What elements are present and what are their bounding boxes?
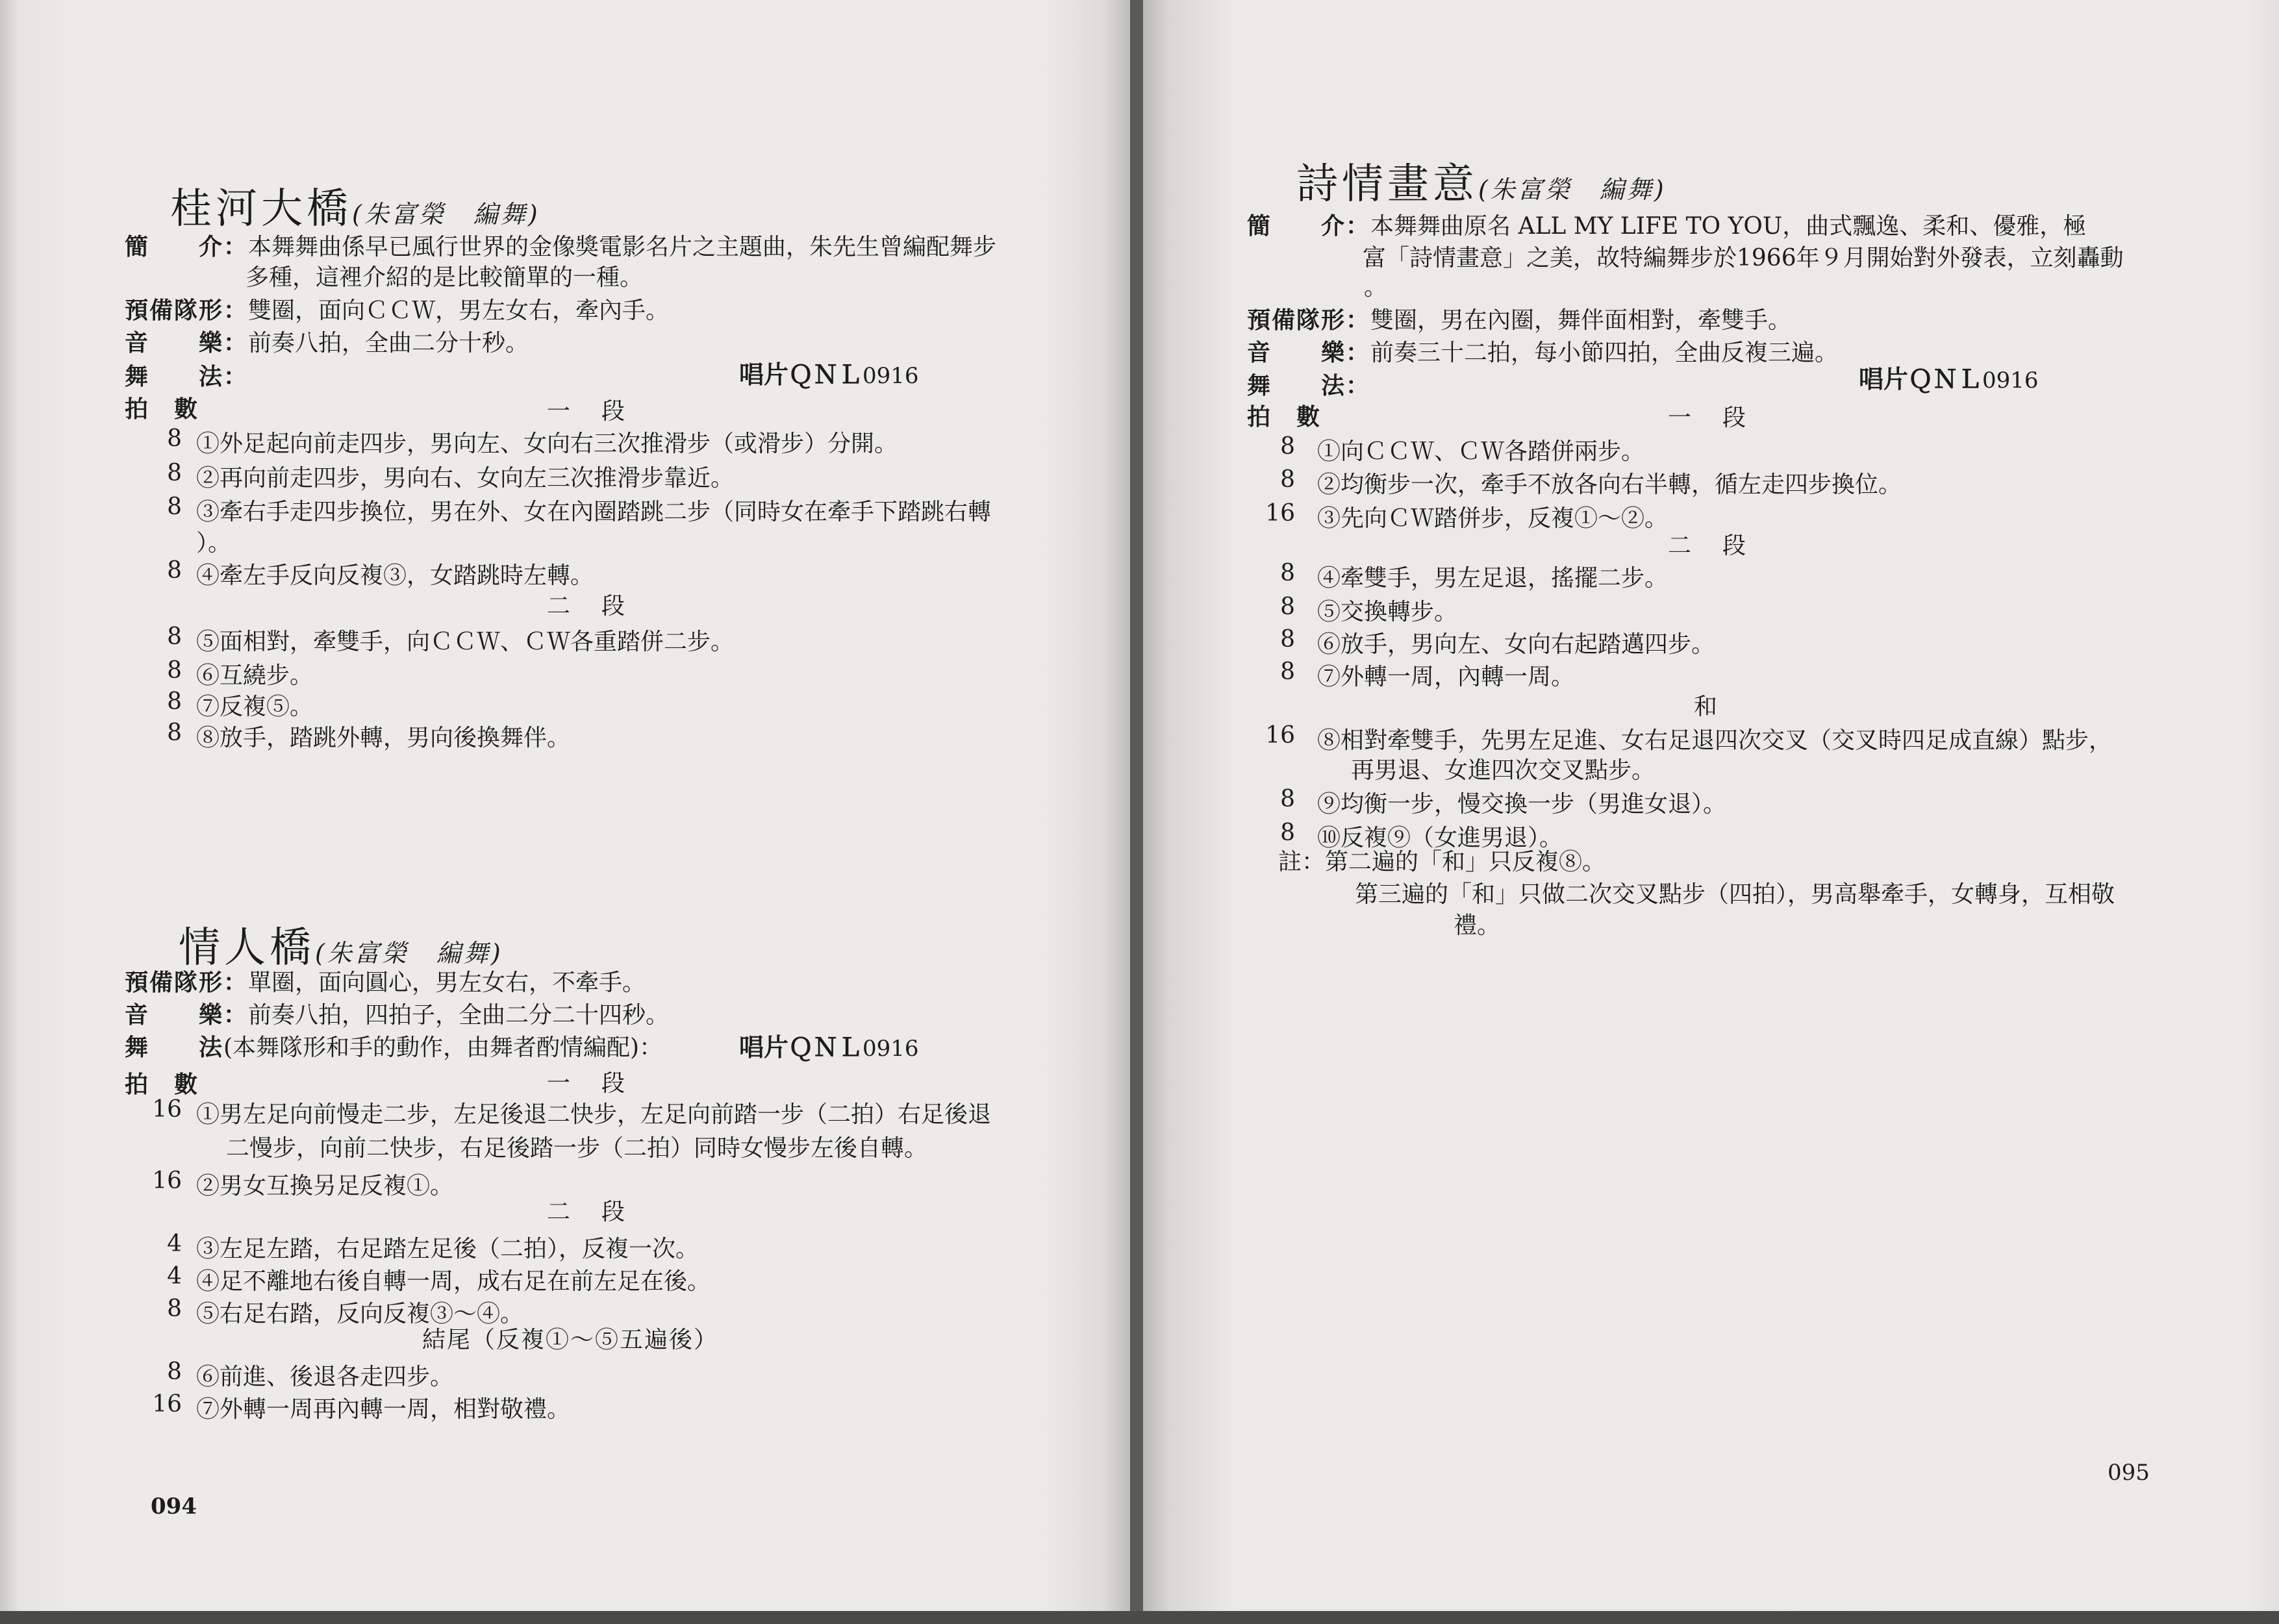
- record-num: 0916: [1982, 368, 2039, 394]
- step-text: ）。: [196, 530, 232, 556]
- formation-row: [1247, 308, 1791, 332]
- section-heading: 二 段: [547, 1199, 629, 1225]
- step-beats: 16: [1265, 500, 1295, 527]
- step-text: ⑧相對牽雙手，先男左足進、女右足退四次交叉（交叉時四足成直線）點步，: [1317, 727, 2113, 754]
- step-beats: 8: [167, 1358, 182, 1385]
- section-heading: 一 段: [1668, 405, 1750, 431]
- note-row: [1278, 851, 1605, 874]
- left-page: [0, 0, 1130, 1624]
- note-row-2: [1355, 883, 2115, 906]
- beats-header: [125, 1073, 199, 1097]
- beats-label: 拍 數: [125, 395, 199, 423]
- dance-title-3: [1296, 151, 1667, 210]
- music-text: 前奏八拍，四拍子，全曲二分二十四秒。: [248, 1002, 670, 1029]
- beats-header: [125, 397, 199, 421]
- intro-row: [1247, 214, 2086, 238]
- music-row: [125, 1003, 669, 1027]
- intro-row-3: [1364, 276, 1387, 299]
- step-text: ⑥前進、後退各走四步。: [196, 1364, 454, 1390]
- method-label: 舞 法：: [125, 363, 249, 390]
- music-text: 前奏三十二拍，每小節四拍，全曲反複三遍。: [1370, 340, 1839, 366]
- book-gutter: [1130, 0, 1143, 1624]
- beats-label: 拍 數: [125, 1071, 199, 1098]
- note-text-3: 禮。: [1454, 912, 1501, 939]
- right-page: [1143, 0, 2279, 1624]
- step-text: 再男退、女進四次交叉點步。: [1351, 757, 1656, 784]
- note-row-3: [1454, 914, 1500, 938]
- record-num: 0916: [862, 363, 919, 389]
- intro-label: 簡 介：: [1247, 212, 1371, 240]
- step-beats: 8: [167, 688, 182, 715]
- step-text: ③左足左踏，右足踏左足後（二拍），反複一次。: [196, 1236, 699, 1262]
- step-beats: 8: [167, 460, 182, 486]
- intro-text-3: 。: [1364, 274, 1388, 301]
- step-text: ①外足起向前走四步，男向左、女向右三次推滑步（或滑步）分開。: [196, 431, 898, 457]
- note-text-2: 第三遍的「和」只做二次交叉點步（四拍），男高舉牽手，女轉身，互相敬: [1355, 881, 2115, 908]
- step-text: ②均衡步一次，牽手不放各向右半轉，循左走四步換位。: [1317, 471, 1902, 498]
- step-beats: 8: [167, 719, 182, 746]
- step-beats: 16: [152, 1391, 182, 1418]
- record-prefix: 唱片ＱＮＬ: [739, 1032, 863, 1062]
- step-text: ④牽雙手，男左足退，搖擺二步。: [1317, 565, 1668, 592]
- intro-text-2: 富「詩情畫意」之美，故特編舞步於1966年９月開始對外發表，立刻轟動: [1363, 245, 2124, 271]
- dance-author: (朱富榮 編舞): [352, 200, 540, 229]
- step-text: ④牽左手反向反複③，女踏跳時左轉。: [196, 562, 594, 589]
- step-text: ⑦反複⑤。: [196, 693, 314, 720]
- scan-edge-bottom: [0, 1611, 2279, 1624]
- step-beats: 8: [1280, 593, 1295, 620]
- page-number: 094: [151, 1493, 197, 1519]
- step-beats: 16: [152, 1168, 182, 1194]
- intro-row-2: [1363, 247, 2124, 270]
- formation-label: 預備隊形：: [1247, 306, 1371, 334]
- step-text: ⑥互繞步。: [196, 662, 314, 689]
- step-beats: 4: [167, 1263, 182, 1290]
- record-num: 0916: [862, 1036, 919, 1062]
- step-beats: 8: [1280, 433, 1295, 460]
- step-beats: 8: [167, 657, 182, 684]
- step-text: ①向ＣＣＷ、ＣＷ各踏併兩步。: [1317, 438, 1645, 465]
- step-text: ③牽右手走四步換位，男在外、女在內圈踏跳二步（同時女在牽手下踏跳右轉: [196, 499, 992, 525]
- note-label: 註：: [1278, 849, 1326, 875]
- step-text: ④足不離地右後自轉一周，成右足在前左足在後。: [196, 1268, 711, 1295]
- step-text: ②男女互換另足反複①。: [196, 1173, 454, 1199]
- section-heading: 二 段: [547, 593, 629, 619]
- step-text: ⑤交換轉步。: [1317, 599, 1458, 625]
- step-text: ⑦外轉一周再內轉一周，相對敬禮。: [196, 1396, 571, 1423]
- music-row: [125, 331, 529, 355]
- step-beats: 8: [1280, 626, 1295, 653]
- record-prefix: 唱片ＱＮＬ: [739, 360, 863, 389]
- step-text: ⑦外轉一周，內轉一周。: [1317, 664, 1575, 690]
- intro-row-2: [246, 266, 643, 290]
- step-beats: 8: [1280, 819, 1295, 846]
- step-beats: 8: [167, 493, 182, 520]
- method-label: 舞 法: [125, 1034, 224, 1061]
- music-label: 音 樂：: [125, 329, 249, 356]
- step-text: ③先向ＣＷ踏併步，反複①～②。: [1317, 505, 1668, 532]
- formation-text: 單圈，面向圓心，男左女右，不牽手。: [248, 969, 646, 996]
- music-text: 前奏八拍，全曲二分十秒。: [248, 330, 529, 356]
- method-row: [1247, 374, 1370, 398]
- step-beats: 8: [167, 557, 182, 584]
- formation-row: [125, 971, 646, 995]
- step-beats: 16: [1265, 722, 1295, 749]
- music-label: 音 樂：: [125, 1001, 249, 1029]
- dance-title-text: 桂河大橋: [170, 185, 352, 233]
- ending-heading: 結尾（反複①～⑤五遍後）: [422, 1327, 719, 1353]
- dance-title-2: [179, 914, 503, 974]
- method-row: [125, 1036, 662, 1060]
- dance-title-text: 詩情畫意: [1296, 160, 1478, 208]
- method-label: 舞 法：: [1247, 372, 1371, 399]
- record-prefix: 唱片ＱＮＬ: [1859, 364, 1983, 394]
- step-text: ⑨均衡一步，慢交換一步（男進女退）。: [1317, 791, 1727, 818]
- step-text: ⑤面相對，牽雙手，向ＣＣＷ、ＣＷ各重踏併二步。: [196, 629, 735, 655]
- step-beats: 8: [167, 623, 182, 650]
- formation-label: 預備隊形：: [125, 969, 249, 996]
- step-beats: 8: [167, 425, 182, 452]
- record-number: [739, 1027, 919, 1063]
- step-beats: 8: [167, 1295, 182, 1322]
- dance-title-text: 情人橋: [179, 924, 315, 972]
- section-heading: 一 段: [547, 398, 629, 425]
- beats-header: [1247, 405, 1321, 429]
- intro-text-2: 多種，這裡介紹的是比較簡單的一種。: [246, 264, 644, 291]
- step-beats: 8: [1280, 466, 1295, 493]
- intro-row: [125, 235, 996, 259]
- intro-text: 本舞舞曲原名 ALL MY LIFE TO YOU，曲式飄逸、柔和、優雅，極: [1370, 213, 2087, 240]
- dance-title-1: [170, 175, 540, 235]
- note-text: 第二遍的「和」只反複⑧。: [1325, 849, 1606, 875]
- method-note: (本舞隊形和手的動作，由舞者酌情編配)：: [223, 1034, 663, 1061]
- step-text: ②再向前走四步，男向右、女向左三次推滑步靠近。: [196, 465, 735, 492]
- dance-author: (朱富榮 編舞): [1478, 175, 1667, 204]
- page-number: 095: [2108, 1460, 2150, 1486]
- step-beats: 16: [152, 1096, 182, 1123]
- method-row: [125, 365, 248, 389]
- step-text: ⑧放手，踏跳外轉，男向後換舞伴。: [196, 725, 571, 751]
- formation-text: 雙圈，男在內圈，舞伴面相對，牽雙手。: [1370, 307, 1792, 334]
- dance-author: (朱富榮 編舞): [315, 939, 503, 968]
- section-heading: 和: [1694, 693, 1722, 720]
- music-row: [1247, 341, 1838, 365]
- step-text: ⑥放手，男向左、女向右起踏邁四步。: [1317, 631, 1715, 658]
- section-heading: 一 段: [547, 1070, 629, 1097]
- formation-text: 雙圈，面向ＣＣＷ，男左女右，牽內手。: [248, 297, 670, 324]
- step-text: 二慢步，向前二快步，右足後踏一步（二拍）同時女慢步左後自轉。: [226, 1135, 928, 1162]
- intro-label: 簡 介：: [125, 233, 249, 260]
- beats-label: 拍 數: [1247, 403, 1322, 431]
- step-beats: 4: [167, 1230, 182, 1257]
- step-beats: 8: [1280, 560, 1295, 586]
- intro-text: 本舞舞曲係早已風行世界的金像獎電影名片之主題曲，朱先生曾編配舞步: [248, 234, 997, 260]
- step-text: ⑩反複⑨（女進男退）。: [1317, 825, 1563, 851]
- record-number: [739, 355, 919, 390]
- formation-label: 預備隊形：: [125, 297, 249, 324]
- music-label: 音 樂：: [1247, 339, 1371, 366]
- step-beats: 8: [1280, 786, 1295, 812]
- step-beats: 8: [1280, 658, 1295, 685]
- step-text: ⑤右足右踏，反向反複③～④。: [196, 1301, 524, 1327]
- formation-row: [125, 299, 669, 323]
- record-number: [1859, 359, 2039, 395]
- step-text: ①男左足向前慢走二步，左足後退二快步，左足向前踏一步（二拍）右足後退: [196, 1101, 992, 1128]
- section-heading: 二 段: [1668, 532, 1750, 559]
